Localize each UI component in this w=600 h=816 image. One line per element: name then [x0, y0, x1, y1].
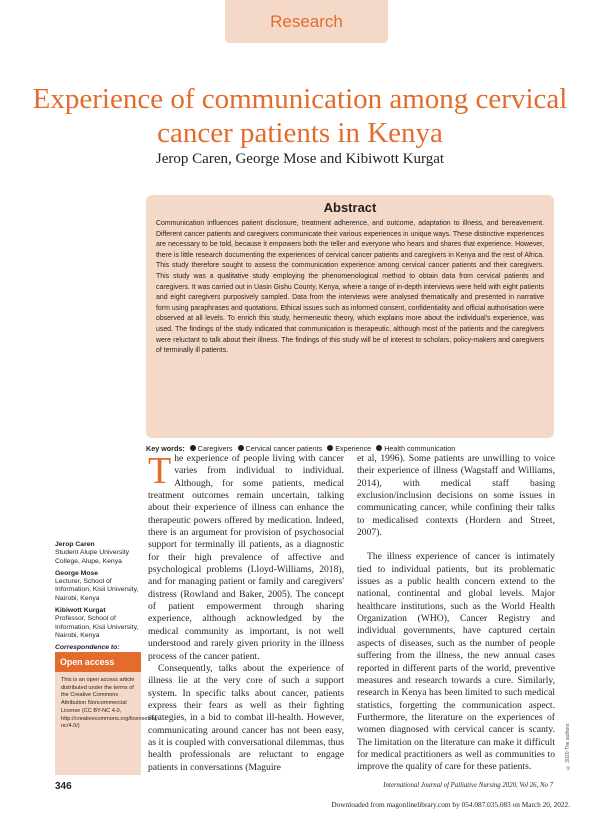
open-access-text: This is an open access article distributed under the terms of the Creative Commons Attribution Noncommercial License (CC BY-NC 4.0, http://creativecommons.org/licenses/by-nc/4.0/)	[61, 677, 160, 730]
article-title: Experience of communication among cervical cancer patients in Kenya	[32, 83, 568, 149]
keyword: Health communication	[384, 444, 456, 453]
affil-author-name: Jerop Caren	[55, 541, 95, 548]
body-text: he experience of people living with cancer varies from individual to individual. Although, for some patients, medical treatment outcomes remain uncertain, talking about their experience of illness can enhance the therapeutic powers offered by medication. Indeed, there is an argument for provision of psychosocial support for terminally ill patients, as a diagnostic for their high prevalence of affective and psychological problems (Lloyd-Williams, 2018), and for managing patient or family and caregivers' distress (Rowland and Baker, 2005). The concept of patient empowerment through sharing experience, although acknowledged by the medical community as important, is not well understood and rarely given priority in the illness process of the cancer patient.	[148, 453, 344, 662]
author-affiliation	[55, 607, 141, 640]
affil-text: Lecturer, School of Information, Kisii University, Nairobi, Kenya	[55, 578, 139, 602]
abstract-box	[146, 195, 554, 438]
body-paragraph: et al, 1996). Some patients are unwilling to voice their experience of illness (Wagstaff and Williams, 2014), with medical staff basing exclusion/inclusion decisions on some issues in communicating cancer, while confining their talks to medicalised contexts (Hordern and Street, 2007).	[357, 453, 555, 539]
affil-author-name: George Mose	[55, 569, 99, 577]
affil-text: Student Alupe University College, Alupe, Kenya	[55, 549, 130, 565]
section-label: Research	[270, 12, 343, 31]
correspondence-label: Correspondence to:	[55, 644, 120, 652]
drop-cap: T	[148, 450, 172, 492]
keyword: Caregivers	[197, 444, 233, 453]
section-tab	[225, 0, 388, 43]
open-access-heading: Open access	[55, 652, 141, 672]
body-paragraph: Consequently, talks about the experience of illness lie at the very core of such a support system. In specific talks about cancer, patients express their fears as well as their fighting strategies, in a bid to combat ill-health. However, communicating around cancer has not been easy, as it is coupled with conversational dilemmas, thus health professionals are reluctant to engage patients in conversations (Maguire	[148, 662, 344, 773]
body-paragraph: The illness experience of cancer is intimately tied to individual patients, but its problematic issues as a public health concern extend to the national, continental and global levels. Major healthcare institutions, such as the World Health Organization (WHO), Cancer Registry and individual governments, have captured certain aspects of diseases, such as the number of people suffering from the illness, the new annual cases reported in different parts of the world, preventive measures and research towards a cure. Similarly, research in Kenya has been limited to such medical statistics, forgetting the communication aspect. Furthermore, the literature on the experiences of women diagnosed with cervical cancer is scanty. The limitation on the literature can make it difficult for medical practitioners as well as communities to improve the quality of care for these patients.	[357, 551, 555, 773]
affil-text: Professor, School of Information, Kisii University, Nairobi, Kenya	[55, 615, 139, 639]
keywords	[146, 444, 566, 453]
author-line: Jerop Caren, George Mose and Kibiwott Kurgat	[155, 151, 445, 167]
author-affiliations	[55, 541, 141, 665]
keyword: Cervical cancer patients	[245, 444, 323, 453]
bullet-icon	[190, 445, 196, 451]
journal-citation: International Journal of Palliative Nursing 2020, Vol 26, No 7	[383, 782, 553, 789]
bullet-icon	[327, 445, 333, 451]
body-column-2	[357, 453, 555, 774]
open-access-box	[55, 652, 160, 775]
body-column-1	[148, 450, 344, 774]
keyword: Experience	[335, 444, 372, 453]
bullet-icon	[238, 445, 244, 451]
author-affiliation	[55, 541, 141, 566]
bullet-icon	[376, 445, 382, 451]
copyright-note: © 2020 The authors	[565, 723, 571, 770]
abstract-heading: Abstract	[323, 200, 377, 215]
download-note: Downloaded from magonlinelibrary.com by 054.087.035.083 on March 20, 2022.	[331, 800, 570, 809]
page-number: 346	[55, 781, 72, 792]
affil-author-name: Kibiwott Kurgat	[55, 607, 106, 615]
keywords-label: Key words:	[146, 444, 185, 453]
body-paragraph	[148, 450, 344, 663]
author-affiliation	[55, 570, 141, 603]
abstract-text: Communication influences patient disclosure, treatment adherence, and outcome, adaptation to illness, and bereavement. Different cancer patients and caregivers communicate their various experiences in unique ways. These distinctive experiences are necessary to be told, because it empowers both the teller and everyone who hears and shares that experience. However, there is little research documenting the experiences of cervical cancer patients and caregivers in Kenya and the rest of Africa. This study therefore sought to assess the communication experience among cervical cancer patients and their caregivers. This study was a qualitative study employing the phenomenological method to obtain data from cervical patients and caregivers. It was carried out in Uasin Gishu County, Kenya, where a range of in-depth interviews were held with eight patients and eight caregivers purposively sampled. Data from the interviews were analysed thematically and presented in narrative form using paraphrases and quotations. Ethical issues such as informed consent, confidentiality and official authorisation were observed at all levels. To enrich this study, hermeneutic theory, which explains more about the individual's experience, was used. The findings of the study indicated that communication is therapeutic, although most of the patients and the caregivers were reluctant to talk about their illness. The findings of this study will be of interest to scholars, policy-makers and caregivers of terminally ill patients.	[156, 220, 544, 355]
